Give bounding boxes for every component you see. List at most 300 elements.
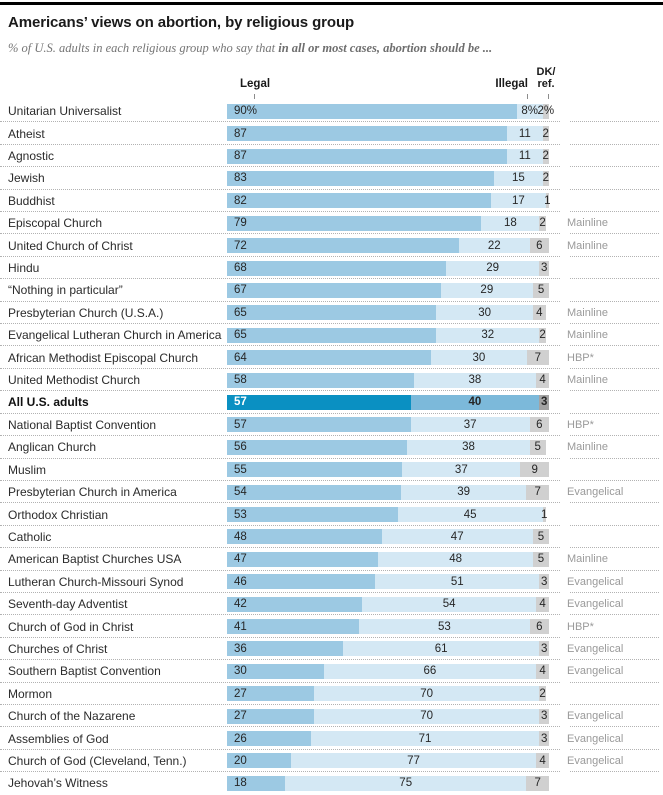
bar-segment-dk: [539, 641, 549, 656]
value-dk: 7: [534, 777, 541, 790]
value-legal: 26: [234, 732, 247, 745]
value-legal: 48: [234, 530, 247, 543]
stacked-bar: [227, 373, 549, 388]
bar-segment-dk: [533, 552, 549, 567]
chart-row: [0, 302, 663, 324]
chart-row: [0, 750, 663, 772]
bar-segment-illegal: [314, 709, 539, 724]
religion-label: Southern Baptist Convention: [8, 664, 161, 679]
bar-segment-illegal: [411, 417, 530, 432]
value-dk: 5: [534, 441, 541, 454]
tradition-tag: HBP*: [567, 418, 594, 431]
value-legal: 58: [234, 374, 247, 387]
chart-row: [0, 772, 663, 794]
chart-row: [0, 391, 663, 413]
value-dk: 2%: [537, 105, 555, 118]
dk-line2: ref.: [537, 78, 555, 90]
religion-label: Presbyterian Church in America: [8, 485, 177, 500]
bar-segment-legal: [227, 216, 481, 231]
value-legal: 53: [234, 508, 247, 521]
stacked-bar: [227, 417, 549, 432]
religion-label: Catholic: [8, 529, 52, 544]
bar-segment-legal: [227, 238, 459, 253]
stacked-bar: [227, 552, 549, 567]
tradition-tag: Evangelical: [567, 642, 624, 655]
bar-segment-illegal: [414, 373, 536, 388]
religion-label: Agnostic: [8, 149, 55, 164]
stacked-bar: [227, 126, 549, 141]
bar-segment-dk: [527, 350, 549, 365]
value-illegal: 71: [418, 732, 432, 745]
stacked-bar: [227, 193, 549, 208]
value-dk: 9: [531, 463, 538, 476]
dk-line1: DK/: [536, 66, 556, 78]
value-dk: 3: [540, 732, 548, 745]
value-dk: 5: [537, 284, 545, 297]
bar-segment-dk: [543, 171, 549, 186]
value-illegal: 75: [399, 777, 413, 790]
bar-segment-illegal: [446, 261, 539, 276]
chart-title: Americans’ views on abortion, by religious group: [8, 14, 355, 31]
religion-label: Episcopal Church: [8, 216, 103, 231]
value-dk: 2: [539, 217, 546, 230]
religion-label: All U.S. adults: [8, 395, 89, 410]
bar-segment-illegal: [491, 193, 546, 208]
bar-segment-illegal: [343, 641, 539, 656]
bar-segment-legal: [227, 193, 491, 208]
value-dk: 3: [540, 575, 548, 588]
value-legal: 68: [234, 262, 247, 275]
subtitle-regular: % of U.S. adults in each religious group who say that: [8, 41, 279, 55]
bar-segment-dk: [530, 417, 549, 432]
value-illegal: 61: [434, 642, 448, 655]
value-legal: 55: [234, 463, 247, 476]
value-legal: 90%: [234, 105, 258, 118]
stacked-bar: [227, 440, 549, 455]
value-illegal: 29: [480, 284, 494, 297]
value-illegal: 30: [472, 351, 486, 364]
value-illegal: 40: [468, 396, 482, 409]
religion-label: Church of the Nazarene: [8, 709, 136, 724]
bar-segment-dk: [533, 305, 546, 320]
bar-segment-legal: [227, 395, 411, 410]
bar-segment-dk: [539, 731, 549, 746]
value-illegal: 39: [457, 486, 471, 499]
religion-label: Buddhist: [8, 193, 55, 208]
stacked-bar: [227, 709, 549, 724]
bar-segment-legal: [227, 126, 507, 141]
stacked-bar: [227, 664, 549, 679]
value-legal: 20: [234, 754, 247, 767]
chart-row: [0, 503, 663, 525]
value-dk: 2: [539, 687, 546, 700]
value-illegal: 30: [478, 306, 491, 319]
bar-segment-illegal: [378, 552, 533, 567]
bar-segment-illegal: [285, 776, 527, 791]
value-legal: 42: [234, 598, 247, 611]
top-rule: [0, 2, 663, 5]
chart-row: [0, 145, 663, 167]
stacked-bar: [227, 529, 549, 544]
tradition-tag: Mainline: [567, 374, 608, 387]
chart-row: [0, 436, 663, 458]
bar-segment-dk: [539, 395, 549, 410]
chart-row: [0, 167, 663, 189]
stacked-bar: [227, 574, 549, 589]
bar-segment-legal: [227, 507, 398, 522]
value-dk: 3: [540, 710, 548, 723]
stacked-bar: [227, 776, 549, 791]
value-dk: 3: [540, 262, 548, 275]
stacked-bar: [227, 619, 549, 634]
value-illegal: 15: [511, 172, 525, 185]
column-header-illegal: Illegal: [495, 78, 528, 90]
axis-tick-legal: [254, 94, 255, 99]
bar-segment-legal: [227, 574, 375, 589]
value-illegal: 37: [454, 463, 468, 476]
chart-row: [0, 414, 663, 436]
bar-segment-legal: [227, 171, 494, 186]
bar-segment-illegal: [481, 216, 539, 231]
value-illegal: 22: [487, 239, 501, 252]
value-legal: 36: [234, 642, 247, 655]
religion-label: Orthodox Christian: [8, 507, 109, 522]
bar-segment-dk: [536, 597, 549, 612]
bar-segment-legal: [227, 104, 517, 119]
bar-segment-legal: [227, 261, 446, 276]
chart-row: [0, 369, 663, 391]
value-illegal: 47: [450, 530, 464, 543]
bar-segment-illegal: [375, 574, 539, 589]
religion-label: Churches of Christ: [8, 641, 108, 656]
tradition-tag: Mainline: [567, 306, 608, 319]
stacked-bar: [227, 171, 549, 186]
value-legal: 79: [234, 217, 247, 230]
bar-segment-dk: [533, 283, 549, 298]
tradition-tag: Evangelical: [567, 486, 624, 499]
bar-segment-legal: [227, 664, 324, 679]
bar-segment-dk: [539, 328, 545, 343]
value-legal: 57: [234, 418, 247, 431]
chart-row: [0, 279, 663, 301]
value-dk: 5: [537, 553, 545, 566]
value-illegal: 38: [462, 441, 475, 454]
axis-tick-dk: [548, 94, 549, 99]
bar-segment-illegal: [411, 395, 540, 410]
stacked-bar: [227, 507, 549, 522]
religion-label: American Baptist Churches USA: [8, 552, 182, 567]
bar-segment-legal: [227, 305, 436, 320]
tradition-tag: HBP*: [567, 620, 594, 633]
religion-label: Church of God (Cleveland, Tenn.): [8, 753, 187, 768]
religion-label: Hindu: [8, 261, 40, 276]
chart-row: [0, 212, 663, 234]
value-legal: 41: [234, 620, 247, 633]
bar-segment-illegal: [436, 305, 533, 320]
value-dk: 4: [536, 306, 543, 319]
value-dk: 3: [540, 642, 548, 655]
bar-segment-legal: [227, 597, 362, 612]
bar-segment-illegal: [362, 597, 536, 612]
bar-segment-legal: [227, 641, 343, 656]
religion-label: United Church of Christ: [8, 238, 133, 253]
stacked-bar: [227, 104, 555, 119]
value-illegal: 66: [423, 665, 437, 678]
value-legal: 82: [234, 194, 247, 207]
bar-segment-dk: [520, 462, 549, 477]
value-illegal: 51: [450, 575, 464, 588]
value-illegal: 70: [420, 710, 434, 723]
value-dk: 3: [540, 396, 548, 409]
bar-segment-illegal: [441, 283, 533, 298]
bar-segment-illegal: [401, 485, 527, 500]
chart-row: [0, 481, 663, 503]
value-legal: 64: [234, 351, 247, 364]
bar-segment-illegal: [436, 328, 539, 343]
tradition-tag: Evangelical: [567, 754, 624, 767]
bar-segment-legal: [227, 485, 401, 500]
bar-segment-legal: [227, 552, 378, 567]
chart-row: [0, 346, 663, 368]
religion-label: Mormon: [8, 686, 53, 701]
chart-row: [0, 727, 663, 749]
tradition-tag: Evangelical: [567, 665, 624, 678]
stacked-bar: [227, 283, 549, 298]
value-dk: 6: [536, 239, 543, 252]
tradition-tag: Evangelical: [567, 732, 624, 745]
axis-tick-illegal: [527, 94, 528, 99]
bar-segment-legal: [227, 149, 507, 164]
value-illegal: 37: [463, 418, 477, 431]
stacked-bar: [227, 485, 549, 500]
stacked-bar: [227, 216, 549, 231]
chart-rows: [0, 100, 663, 795]
chart-row: [0, 190, 663, 212]
bar-segment-legal: [227, 417, 411, 432]
tradition-tag: Mainline: [567, 217, 608, 230]
bar-segment-dk: [539, 686, 545, 701]
value-legal: 30: [234, 665, 247, 678]
religion-label: National Baptist Convention: [8, 417, 157, 432]
religion-label: Lutheran Church-Missouri Synod: [8, 574, 184, 589]
bar-segment-illegal: [507, 126, 542, 141]
bar-segment-illegal: [459, 238, 530, 253]
chart-row: [0, 593, 663, 615]
bar-segment-dk: [533, 529, 549, 544]
value-dk: 5: [537, 530, 545, 543]
value-dk: 7: [534, 351, 542, 364]
religion-label: United Methodist Church: [8, 373, 141, 388]
value-illegal: 29: [486, 262, 500, 275]
religion-label: Atheist: [8, 126, 45, 141]
stacked-bar: [227, 597, 549, 612]
bar-segment-illegal: [431, 350, 527, 365]
value-dk: 6: [536, 418, 543, 431]
stacked-bar: [227, 731, 549, 746]
value-illegal: 48: [449, 553, 462, 566]
subtitle-bold: in all or most cases, abortion should be ...: [278, 41, 493, 55]
religion-label: Church of God in Christ: [8, 619, 134, 634]
bar-segment-legal: [227, 709, 314, 724]
stacked-bar: [227, 149, 549, 164]
bar-segment-dk: [537, 104, 555, 119]
chart-subtitle: [8, 41, 655, 56]
value-dk: 2: [542, 172, 549, 185]
value-illegal: 32: [481, 329, 495, 342]
religion-label: “Nothing in particular”: [8, 283, 123, 298]
chart-row: [0, 100, 663, 122]
value-legal: 47: [234, 553, 247, 566]
value-legal: 87: [234, 127, 247, 140]
value-legal: 87: [234, 150, 247, 163]
bar-segment-illegal: [507, 149, 542, 164]
value-legal: 83: [234, 172, 247, 185]
value-dk: 6: [536, 620, 543, 633]
tradition-tag: HBP*: [567, 351, 594, 364]
value-illegal: 38: [468, 374, 482, 387]
bar-segment-legal: [227, 529, 382, 544]
column-header-dk-ref: [532, 66, 560, 90]
value-legal: 46: [234, 575, 247, 588]
chart-row: [0, 548, 663, 570]
bar-segment-dk: [543, 149, 549, 164]
bar-segment-dk: [540, 507, 548, 522]
stacked-bar: [227, 641, 549, 656]
value-dk: 4: [539, 754, 546, 767]
bar-segment-dk: [543, 126, 549, 141]
value-illegal: 18: [503, 217, 517, 230]
value-illegal: 54: [442, 598, 456, 611]
bar-segment-illegal: [398, 507, 543, 522]
bar-segment-legal: [227, 350, 431, 365]
axis-header: [0, 56, 663, 100]
value-dk: 2: [542, 127, 549, 140]
tradition-tag: Mainline: [567, 441, 608, 454]
chart-row: [0, 660, 663, 682]
bar-segment-legal: [227, 776, 285, 791]
stacked-bar: [227, 350, 549, 365]
bar-segment-dk: [526, 776, 549, 791]
religion-label: Evangelical Lutheran Church in America: [8, 328, 222, 343]
stacked-bar: [227, 686, 549, 701]
bar-segment-legal: [227, 462, 402, 477]
bar-segment-legal: [227, 753, 291, 768]
value-legal: 18: [234, 777, 247, 790]
stacked-bar: [227, 305, 549, 320]
chart-row: [0, 234, 663, 256]
value-dk: 1: [544, 194, 551, 207]
stacked-bar: [227, 261, 549, 276]
column-header-legal: Legal: [240, 78, 271, 90]
value-legal: 72: [234, 239, 247, 252]
bar-segment-illegal: [407, 440, 529, 455]
value-legal: 54: [234, 486, 247, 499]
tradition-tag: Mainline: [567, 329, 608, 342]
bar-segment-legal: [227, 373, 414, 388]
bar-segment-dk: [526, 485, 549, 500]
value-illegal: 11: [518, 127, 531, 140]
value-dk: 2: [539, 329, 546, 342]
stacked-bar: [227, 395, 549, 410]
tradition-tag: Evangelical: [567, 598, 624, 611]
religion-label: Muslim: [8, 462, 46, 477]
value-dk: 4: [539, 665, 546, 678]
chart-row: [0, 615, 663, 637]
value-legal: 65: [234, 329, 247, 342]
value-illegal: 17: [511, 194, 525, 207]
value-dk: 4: [539, 374, 546, 387]
religion-label: Assemblies of God: [8, 731, 109, 746]
value-legal: 65: [234, 306, 247, 319]
bar-segment-legal: [227, 440, 407, 455]
bar-segment-dk: [539, 709, 549, 724]
tradition-tag: Evangelical: [567, 710, 624, 723]
religion-label: Seventh-day Adventist: [8, 597, 128, 612]
value-illegal: 70: [420, 687, 434, 700]
bar-segment-dk: [536, 664, 549, 679]
bar-segment-illegal: [291, 753, 537, 768]
value-illegal: 53: [437, 620, 451, 633]
bar-segment-illegal: [494, 171, 542, 186]
bar-segment-dk: [539, 574, 549, 589]
bar-segment-dk: [530, 619, 549, 634]
value-legal: 57: [234, 396, 247, 409]
bar-segment-legal: [227, 283, 441, 298]
chart-row: [0, 459, 663, 481]
bar-segment-legal: [227, 686, 314, 701]
bar-segment-dk: [536, 373, 549, 388]
chart-row: [0, 638, 663, 660]
value-legal: 56: [234, 441, 247, 454]
tradition-tag: Mainline: [567, 239, 608, 252]
bar-segment-legal: [227, 619, 359, 634]
tradition-tag: Evangelical: [567, 575, 624, 588]
religion-label: Unitarian Universalist: [8, 104, 122, 119]
value-legal: 27: [234, 687, 247, 700]
bar-segment-illegal: [314, 686, 539, 701]
bar-segment-dk: [539, 261, 549, 276]
bar-segment-dk: [530, 238, 549, 253]
chart-row: [0, 122, 663, 144]
bar-segment-illegal: [324, 664, 537, 679]
bar-segment-dk: [546, 193, 549, 208]
stacked-bar: [227, 462, 549, 477]
bar-segment-legal: [227, 328, 436, 343]
tradition-tag: Mainline: [567, 553, 608, 566]
religion-label: African Methodist Episcopal Church: [8, 350, 199, 365]
value-illegal: 45: [463, 508, 477, 521]
chart-row: [0, 705, 663, 727]
value-dk: 7: [534, 486, 541, 499]
stacked-bar: [227, 328, 549, 343]
chart-row: [0, 571, 663, 593]
bar-segment-illegal: [311, 731, 540, 746]
religion-label: Presbyterian Church (U.S.A.): [8, 305, 164, 320]
value-illegal: 11: [518, 150, 531, 163]
value-illegal: 77: [407, 754, 420, 767]
religion-label: Jewish: [8, 171, 45, 186]
value-dk: 4: [539, 598, 546, 611]
value-legal: 27: [234, 710, 247, 723]
bar-segment-dk: [536, 753, 549, 768]
value-dk: 1: [540, 508, 548, 521]
bar-segment-illegal: [359, 619, 530, 634]
stacked-bar: [227, 238, 549, 253]
bar-segment-illegal: [402, 462, 520, 477]
bar-segment-dk: [539, 216, 545, 231]
religion-label: Anglican Church: [8, 440, 97, 455]
chart-row: [0, 683, 663, 705]
